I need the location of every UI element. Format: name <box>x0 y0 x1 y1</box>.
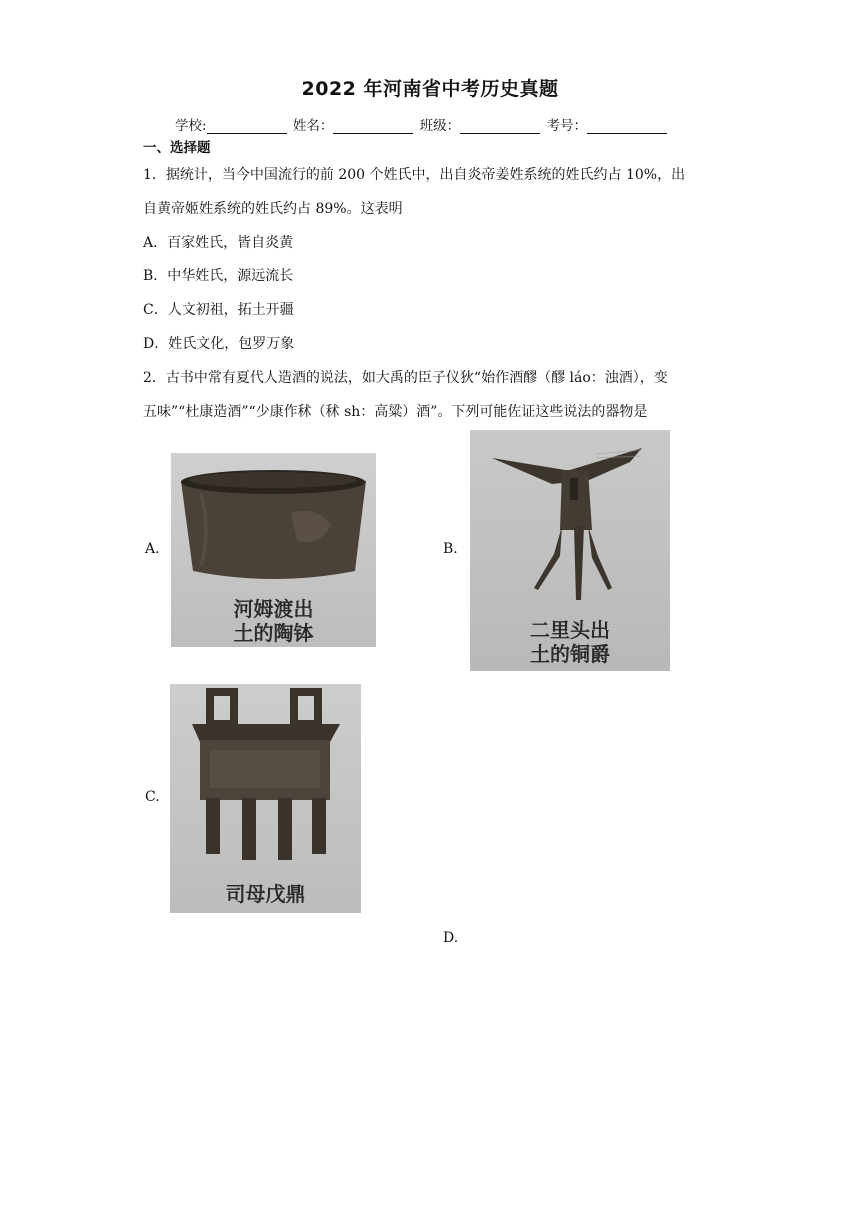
q2-stem-line2: 五味”“杜康造酒”“少康作秫（秫 sh：高粱）酒”。下列可能佐证这些说法的器物是 <box>143 404 648 420</box>
q2-option-a-label: A. <box>145 541 160 557</box>
q2-option-b-label: B. <box>443 541 458 557</box>
pottery-bowl-caption-2: 土的陶钵 <box>233 621 314 645</box>
class-label: 班级： <box>419 118 461 134</box>
q2-option-d-label: D. <box>443 930 459 946</box>
class-blank[interactable] <box>460 119 540 134</box>
name-blank[interactable] <box>333 119 413 134</box>
student-info-line <box>175 114 669 134</box>
exam-no-blank[interactable] <box>587 119 667 134</box>
q1-stem-line2: 自黄帝姬姓系统的姓氏约占 89%。这表明 <box>143 201 403 217</box>
q1-option-a: A．百家姓氏，皆自炎黄 <box>143 235 294 251</box>
school-label: 学校: <box>175 118 207 134</box>
section-heading: 一、选择题 <box>143 140 211 156</box>
exam-no-label: 考号： <box>546 118 587 134</box>
pottery-bowl-caption-1: 河姆渡出 <box>233 597 314 621</box>
bronze-jue-image <box>470 430 670 671</box>
simuwu-ding-caption: 司母戊鼎 <box>225 882 306 906</box>
pottery-bowl-image <box>171 453 376 647</box>
q1-option-d: D．姓氏文化，包罗万象 <box>143 336 295 352</box>
simuwu-ding-drawing <box>170 684 361 913</box>
simuwu-ding-image <box>170 684 361 913</box>
name-label: 姓名： <box>292 118 334 134</box>
q1-option-b: B．中华姓氏，源远流长 <box>143 268 294 284</box>
q1-option-c: C．人文初祖，拓土开疆 <box>143 302 294 318</box>
bronze-jue-caption-2: 土的铜爵 <box>530 642 610 666</box>
page-title: 2022 年河南省中考历史真题 <box>301 78 559 100</box>
q2-option-c-label: C. <box>145 789 160 805</box>
bronze-jue-caption-1: 二里头出 <box>530 618 610 642</box>
q1-stem-line1: 1．据统计，当今中国流行的前 200 个姓氏中，出自炎帝姜姓系统的姓氏约占 10%，出 <box>143 167 686 183</box>
q2-stem-line1: 2．古书中常有夏代人造酒的说法，如大禹的臣子仪狄“始作酒醪（醪 láo：浊酒），变 <box>143 370 668 386</box>
school-blank[interactable] <box>207 119 287 134</box>
